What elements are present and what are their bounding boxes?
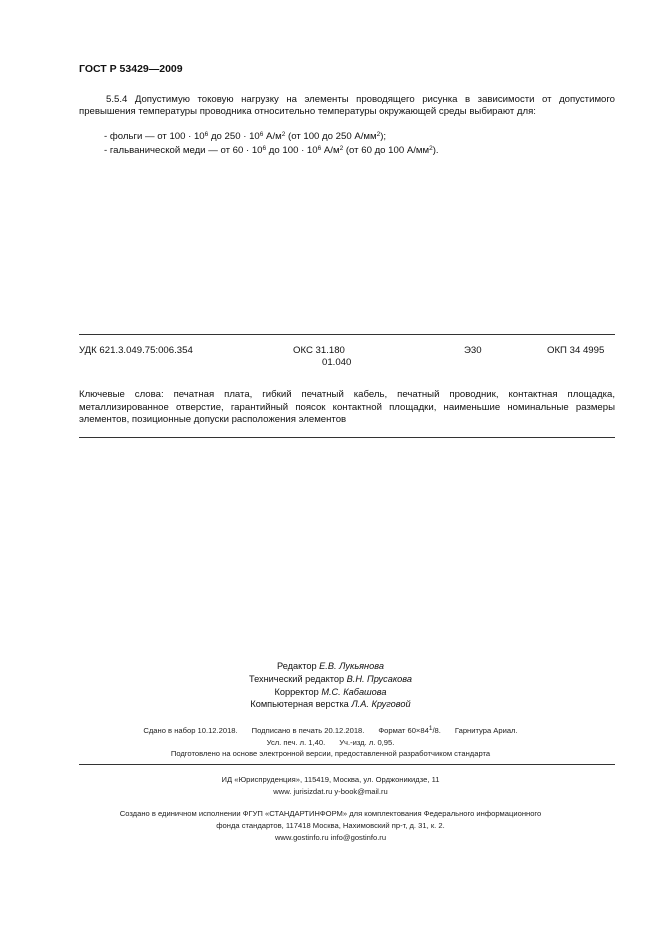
udk-code: УДК 621.3.049.75:006.354 <box>79 345 193 356</box>
tech-editor-line: Технический редактор В.Н. Прусакова <box>249 674 412 684</box>
divider <box>79 764 615 765</box>
oks-code: ОКС 31.180 <box>293 345 345 356</box>
editor-line: Редактор Е.В. Лукьянова <box>277 661 384 671</box>
publisher-line-2: www. jurisizdat.ru y-book@mail.ru <box>273 787 388 796</box>
publisher-line-3: Создано в единичном исполнении ФГУП «СТАНДАРТИНФОРМ» для комплектования Федерального информационного <box>119 809 542 818</box>
standard-id: ГОСТ Р 53429—2009 <box>79 63 183 75</box>
okp-code: ОКП 34 4995 <box>547 345 605 356</box>
imprint-line-3: Подготовлено на основе электронной версии, предоставленной разработчиком стандарта <box>170 749 491 758</box>
e30-code: Э30 <box>464 345 482 356</box>
divider <box>79 334 615 335</box>
layout-line: Компьютерная верстка Л.А. Круговой <box>250 699 411 709</box>
divider <box>79 437 615 438</box>
list-item-foil: - фольги — от $100 \cdot 10^6$ до $250 \cdot 10^6$ $А/м^2$ (от 100 до 250 $А/мм^2$); <box>104 131 387 142</box>
corrector-line: Корректор М.С. Кабашова <box>274 687 387 697</box>
publisher-line-4: фонда стандартов, 117418 Москва, Нахимовский пр-т, д. 31, к. 2. <box>216 821 445 830</box>
keywords: Ключевые слова: печатная плата, гибкий печатный кабель, печатный проводник, контактная площадка, металлизированное отверстие, гарантийный поясок контактной площадки, наименьшие номинальные размеры элементов, позиционные допуски расположения элементов <box>79 389 615 425</box>
list-item-copper: - гальванической меди — от $60 \cdot 10^6$ до $100 \cdot 10^6$ $А/м^2$ (от 60 до 100 $А/мм^2$). <box>104 145 439 156</box>
publisher-line-1: ИД «Юриспруденция», 115419, Москва, ул. Орджоникидзе, 11 <box>221 775 440 784</box>
imprint-line-2: Усл. печ. л. 1,40. Уч.-изд. л. 0,95. <box>266 738 395 747</box>
publisher-line-5: www.gostinfo.ru info@gostinfo.ru <box>274 833 387 842</box>
imprint-line-1: Сдано в набор 10.12.2018. Подписано в печать 20.12.2018. Формат $60\times 84^1/8$. Гарнитура Ариал. <box>143 725 518 735</box>
clause-5-5-4: 5.5.4 Допустимую токовую нагрузку на элементы проводящего рисунка в зависимости от допустимого превышения температуры проводника относительно температуры окружающей среды выбирают для: <box>79 94 615 117</box>
oks-code-secondary: 01.040 <box>322 357 352 368</box>
